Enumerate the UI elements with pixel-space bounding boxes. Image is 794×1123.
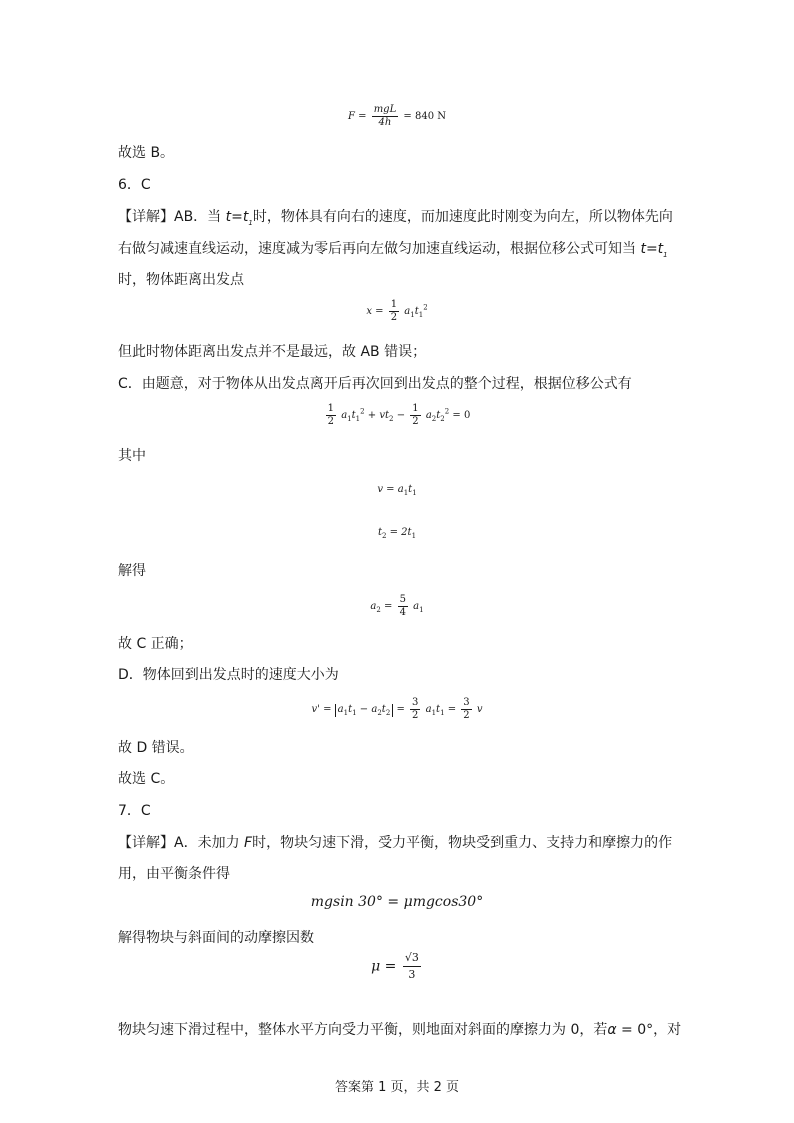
equation-velocity: $v = a_1t_1$ [377, 484, 417, 497]
equation-displacement: x = $\frac{1}{2}$ $a_1t_1^2$ [366, 299, 428, 323]
text-line: 故选 C。 [118, 771, 175, 787]
text-line: 【详解】AB．当 $t=t_1$时，物体具有向右的速度，而加速度此时刚变为向左，所以物体先向 [118, 209, 673, 227]
text-line: 物块匀速下滑过程中，整体水平方向受力平衡，则地面对斜面的摩擦力为 0，若α = 0°，对 [118, 1022, 682, 1038]
text-line: 故选 B。 [118, 145, 175, 161]
equation-acceleration: $a_2$ = $\frac{5}{4}$ $a_1$ [370, 594, 424, 618]
question-number: 7．C [118, 803, 151, 819]
text-line: 右做匀减速直线运动，速度减为零后再向左做匀加速直线运动，根据位移公式可知当 $t=t_1$ [118, 241, 668, 259]
equation-balance: mgsin 30° = μmgcos30° [310, 894, 484, 910]
text-line: 时，物体距离出发点 [118, 272, 244, 288]
text-line: 故 C 正确； [118, 636, 193, 652]
equation-time: $t_2 = 2t_1$ [377, 527, 417, 540]
text-line: C．由题意，对于物体从出发点离开后再次回到出发点的整个过程，根据位移公式有 [118, 376, 632, 392]
equation-return: $\frac{1}{2}$ $a_1t_1^2 + vt_2$ − $\frac{1}{2}$ $a_2t_2^2 = 0$ [327, 403, 471, 427]
page-footer: 答案第 1 页，共 2 页 [334, 1080, 460, 1095]
text-line: 用，由平衡条件得 [118, 866, 230, 882]
text-line: D．物体回到出发点时的速度大小为 [118, 667, 339, 683]
equation-force: F = $\frac{\text{mgL}}{4h}$ = 840 N [348, 104, 446, 128]
equation-friction-coefficient: μ = $\frac{√3}{3}$ [371, 951, 419, 981]
text-line: 但此时物体距离出发点并不是最远，故 AB 错误； [118, 344, 427, 360]
equation-return-speed: $v' = a_1t_1 - a_2t_2$ = $\frac{3}{2}$ $a_1t_1$ = $\frac{3}{2}$ v [311, 697, 483, 721]
question-number: 6．C [118, 177, 151, 193]
text-line: 解得物块与斜面间的动摩擦因数 [118, 930, 314, 946]
text-line: 【详解】A．未加力 F时，物块匀速下滑，受力平衡，物块受到重力、支持力和摩擦力的作 [118, 835, 673, 851]
text-line: 其中 [118, 448, 146, 464]
text-line: 解得 [118, 563, 146, 579]
text-line: 故 D 错误。 [118, 740, 194, 756]
